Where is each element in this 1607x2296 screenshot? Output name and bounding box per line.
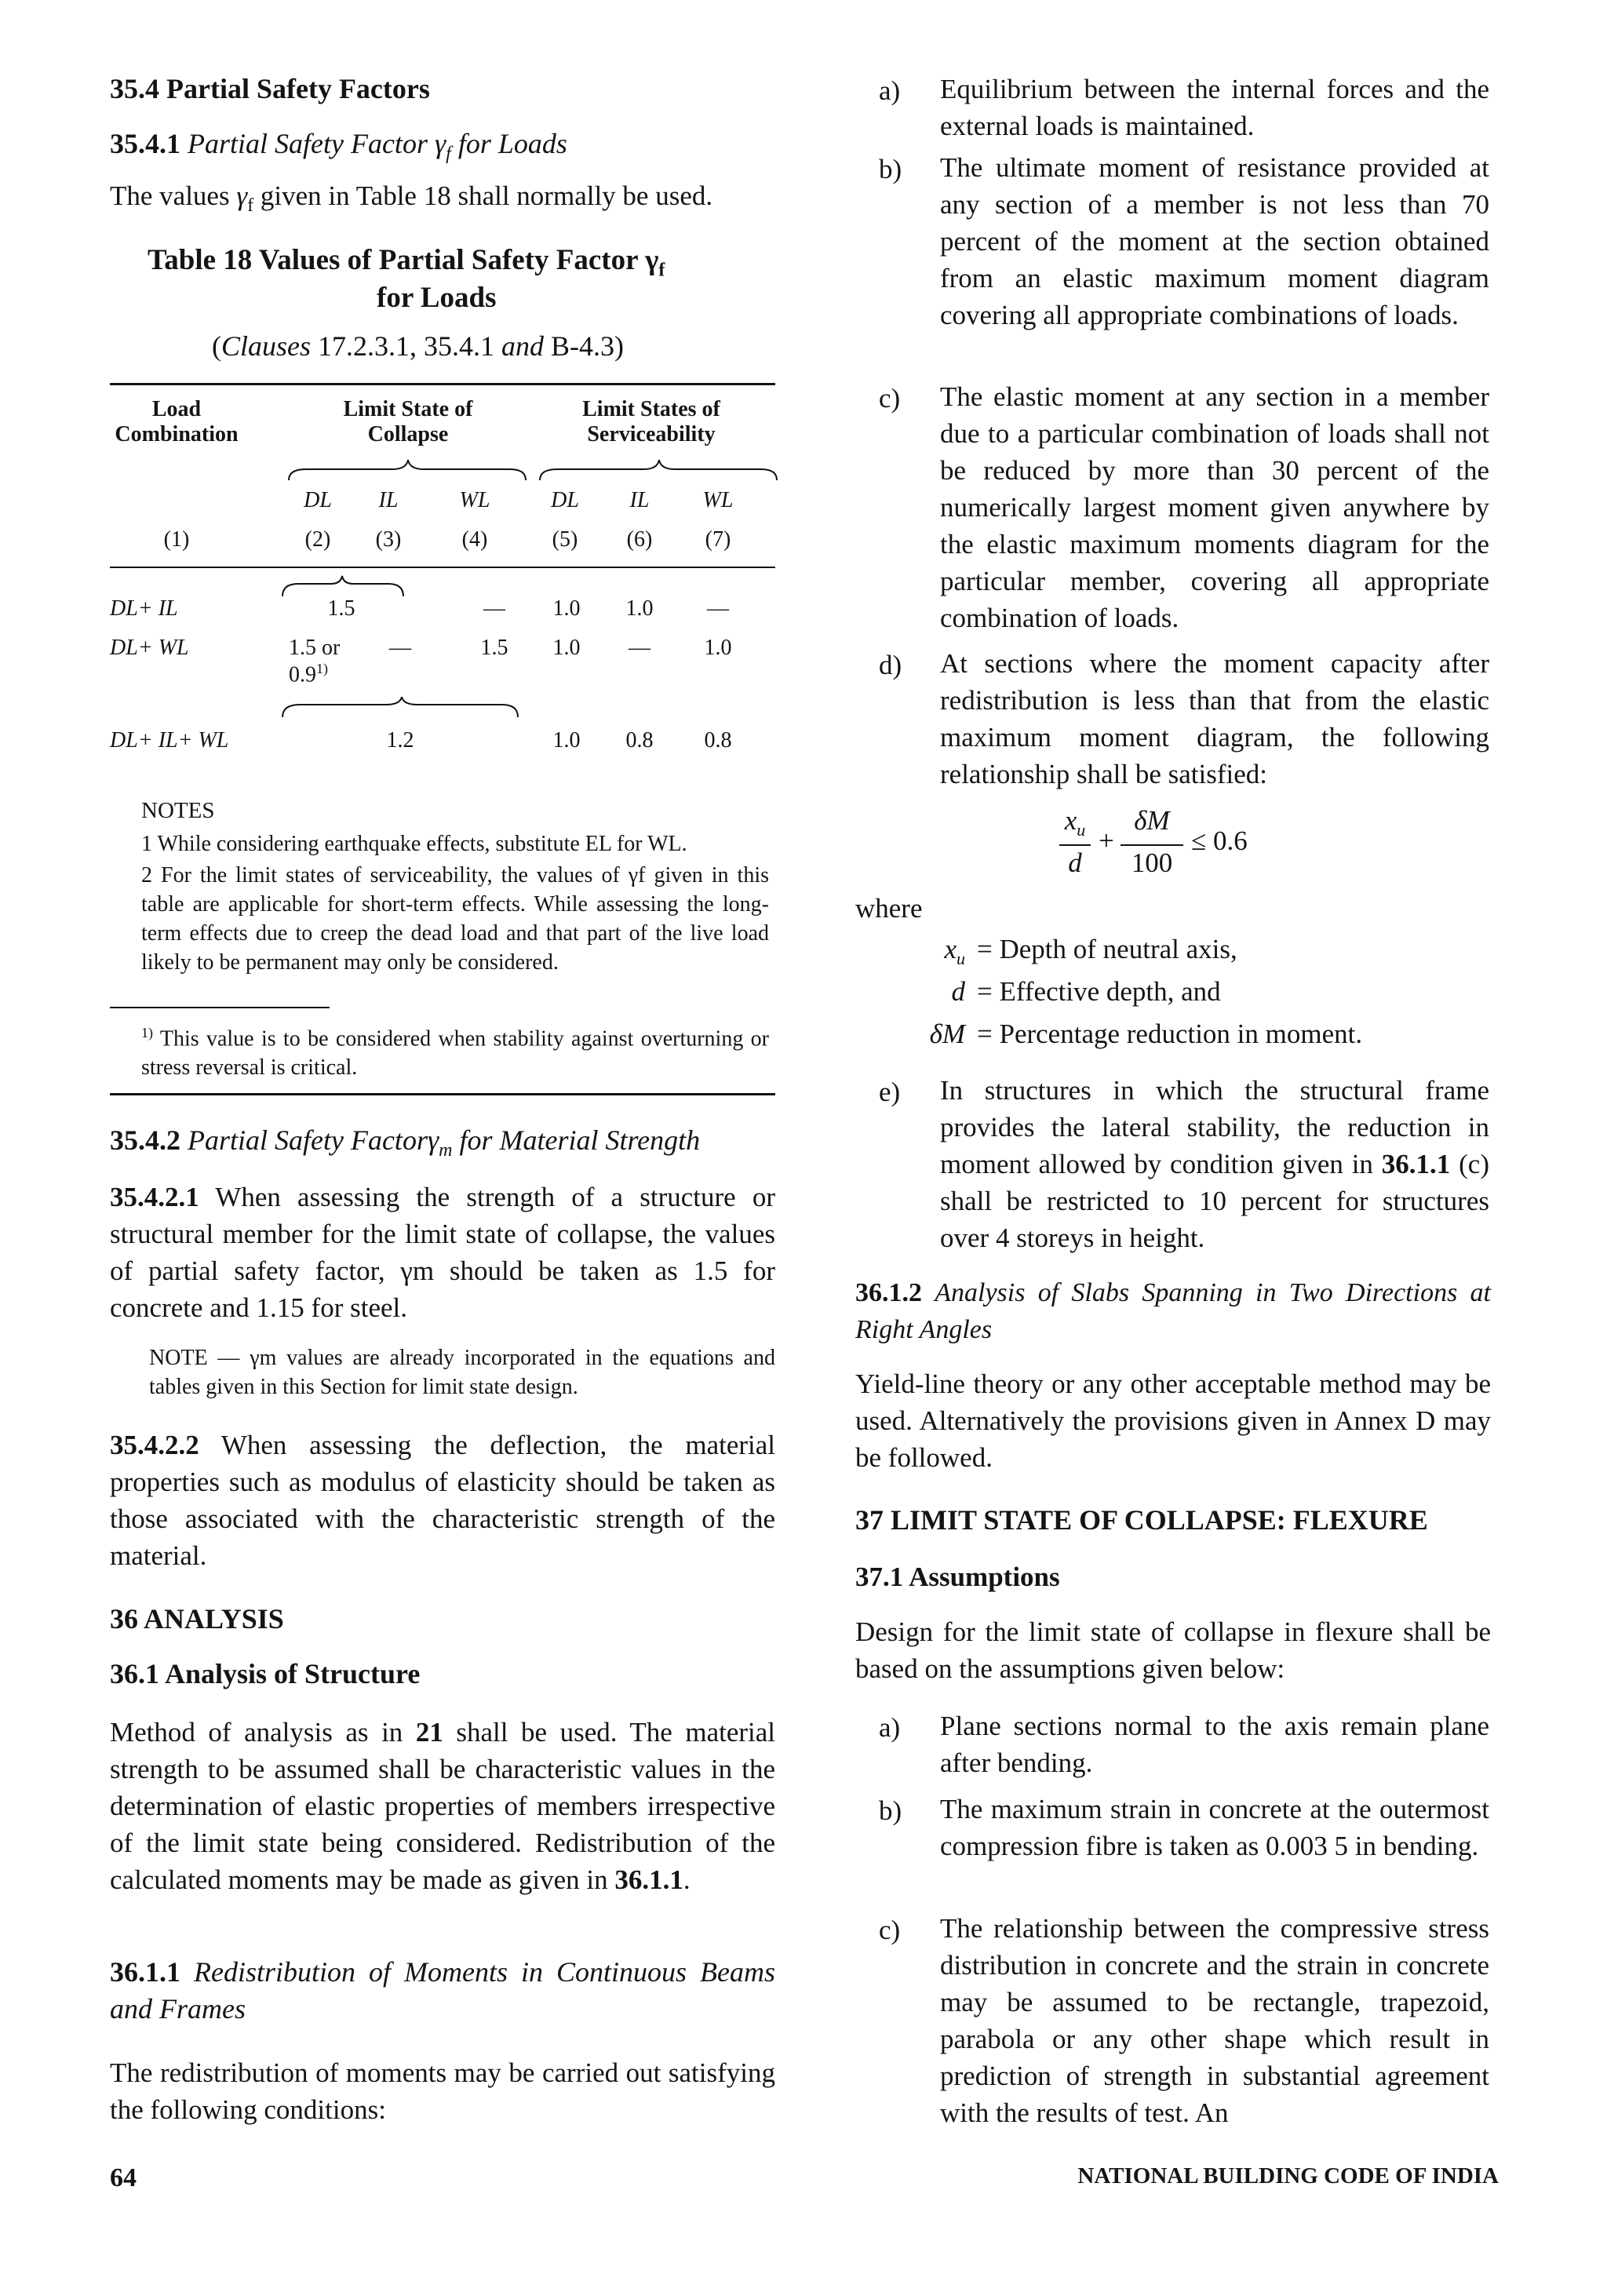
header-line: Collapse [367, 422, 449, 446]
table-bottom-rule [110, 1093, 775, 1095]
sub-header-cell: WL [702, 488, 734, 512]
condition-label: c) [879, 383, 901, 414]
formula-denominator-2: 100 [1131, 847, 1173, 878]
row3-collapse-all: 1.2 [386, 728, 414, 753]
intro-text: The values [110, 180, 230, 211]
fraction-bar-1 [1059, 844, 1091, 846]
paren: ( [212, 330, 221, 362]
para-number: 35.4.2.2 [110, 1430, 199, 1460]
footnote-text: This value is to be considered when stability against overturning or stress reversal is critical. [141, 1026, 769, 1081]
section-37-1-heading: 37.1 Assumptions [855, 1562, 1060, 1592]
row1-collapse-dl-il: 1.5 [327, 596, 355, 621]
section-36-heading: 36 ANALYSIS [110, 1603, 284, 1635]
clauses-word: Clauses [221, 330, 312, 362]
para-number: 35.4.2.1 [110, 1182, 199, 1212]
section-number: 35.4.2 [110, 1124, 180, 1156]
section-36-1-2-text: Yield-line theory or any other acceptable method may be used. Alternatively the provisions given in Annex D may be followed. [855, 1368, 1491, 1473]
column-number-cell: (5) [552, 527, 578, 552]
assumption-label: b) [879, 1795, 902, 1826]
section-37-heading: 37 LIMIT STATE OF COLLAPSE: FLEXURE [855, 1504, 1428, 1536]
column-number-cell: (4) [461, 527, 488, 552]
condition-label: b) [879, 154, 902, 184]
redistribution-formula [1059, 805, 1295, 884]
footnote-marker: 1) [141, 1025, 153, 1040]
symbol: d [951, 976, 965, 1007]
header-line: Combination [115, 422, 239, 446]
cell-line [289, 661, 340, 687]
footnote-ref: 1) [316, 661, 328, 676]
table-note-2: 2 For the limit states of serviceability, the values of γf given in this table are applicable for short-term effects. While assessing the long-term effects due to creep the dead load and that part of the live load likely to be permanent may only be considered. [141, 863, 769, 975]
section-35-4-2-note: NOTE — γm values are already incorporated in the equations and tables given in this Section for limit state design. [149, 1346, 775, 1399]
section-number: 35.4.1 [110, 128, 180, 159]
gamma-subscript: m [439, 1140, 453, 1161]
caption-subscript: f [658, 260, 665, 281]
section-title: Analysis of Slabs Spanning in Two Directions at Right Angles [855, 1278, 1491, 1344]
definition-text: = Effective depth, and [977, 976, 1221, 1007]
definition-symbol [902, 934, 965, 969]
row2-service-wl: 1.0 [704, 636, 732, 660]
column-number-cell: (6) [626, 527, 653, 552]
condition-label: a) [879, 75, 901, 106]
header-line: Load [151, 397, 202, 421]
section-title-end: for Loads [457, 128, 567, 159]
assumption-label: c) [879, 1915, 901, 1945]
row1-brace [110, 574, 785, 598]
sub-header-cell: IL [629, 488, 650, 512]
condition-text: At sections where the moment capacity after redistribution is less than that from the elastic maximum moment diagram, the following relationship shall be satisfied: [940, 648, 1489, 789]
condition-label: d) [879, 650, 902, 680]
row3-combination: DL+ IL+ WL [110, 728, 229, 753]
row2-combination: DL+ WL [110, 636, 189, 660]
section-35-4-heading: 35.4 Partial Safety Factors [110, 73, 430, 104]
subscript: u [957, 949, 965, 968]
assumption-text: Plane sections normal to the axis remain plane after bending. [940, 1711, 1489, 1778]
where-label: where [855, 893, 923, 924]
footnote-rule [110, 1007, 330, 1008]
caption-line-1: Table 18 Values of Partial Safety Factor γ [148, 244, 659, 276]
condition-e-text [940, 1072, 1489, 1256]
section-35-4-1-heading [110, 127, 567, 165]
gamma-subscript: f [446, 144, 451, 165]
item-text: (c) shall be restricted to 10 percent for structures over 4 storeys in height. [940, 1149, 1490, 1253]
definition-text: = Depth of neutral axis, [977, 934, 1237, 964]
clause-ref: 21 [415, 1717, 443, 1748]
gamma-symbol: γ [427, 1124, 439, 1156]
table-header-rule [110, 567, 775, 568]
row1-combination: DL+ IL [110, 596, 178, 621]
column-number-cell: (1) [163, 527, 190, 552]
section-number: 36.1.2 [855, 1278, 922, 1307]
sub-header-cell: WL [459, 488, 490, 512]
condition-text: The ultimate moment of resistance provided at any section of a member is not less than 70 percent of the moment at the section obtained from an elastic maximum moment diagram covering all appropriate combinations of loads. [940, 152, 1489, 330]
row3-service-il: 0.8 [625, 728, 654, 753]
header-braces [110, 457, 785, 483]
condition-text: Equilibrium between the internal forces and the external loads is maintained. [940, 74, 1489, 141]
section-title-end: for Material Strength [459, 1124, 701, 1156]
definition-symbol [902, 976, 965, 1008]
row1-service-wl: — [707, 596, 729, 621]
para-text: shall be used. The material strength to be assumed shall be characteristic values in the determination of elastic properties of members irrespective of the limit state being considered. Redistribution of the calculated moments may be made as given in [110, 1717, 776, 1895]
row2-service-dl: 1.0 [552, 636, 581, 660]
table-notes-title: NOTES [141, 798, 215, 823]
symbol: x [944, 934, 957, 964]
formula-rhs: ≤ 0.6 [1191, 825, 1248, 856]
section-35-4-2-2 [110, 1427, 775, 1574]
section-number: 36.1.1 [110, 1956, 180, 1988]
row1-service-il: 1.0 [625, 596, 654, 621]
subscript: u [1077, 820, 1086, 840]
para-text: Method of analysis as in [110, 1717, 403, 1748]
section-35-4-1-intro [110, 180, 712, 217]
row3-service-wl: 0.8 [704, 728, 732, 753]
column-number-cell: (7) [705, 527, 731, 552]
row2-collapse-dl [289, 636, 340, 687]
section-36-1-heading: 36.1 Analysis of Structure [110, 1658, 421, 1689]
row2-collapse-wl: 1.5 [480, 636, 508, 660]
section-37-1-text: Design for the limit state of collapse in flexure shall be based on the assumptions given below: [855, 1616, 1491, 1684]
section-title: Partial Safety Factor [188, 128, 428, 159]
row3-service-dl: 1.0 [552, 728, 581, 753]
clauses-last: B-4.3) [551, 330, 625, 362]
symbol: x [1064, 805, 1077, 836]
intro-text-end: given in Table 18 shall normally be used. [260, 180, 713, 211]
header-line: Limit State of [343, 397, 473, 421]
header-line: Limit States of [582, 397, 720, 421]
table-note-1: 1 While considering earthquake effects, substitute EL for WL. [141, 832, 687, 856]
formula-numerator-2: δM [1134, 805, 1170, 836]
formula-numerator-1 [1059, 805, 1091, 840]
para-text: When assessing the deflection, the material properties such as modulus of elasticity should be taken as those associated with the characteristic strength of the material. [110, 1430, 776, 1571]
formula-plus: + [1099, 825, 1114, 856]
sub-header-cell: DL [551, 488, 579, 512]
assumption-label: a) [879, 1712, 901, 1743]
column-number-cell: (3) [375, 527, 402, 552]
row1-collapse-wl: — [483, 596, 505, 621]
section-36-1-1-heading [110, 1954, 775, 2028]
row2-collapse-il: — [389, 636, 411, 660]
clauses-and: and [501, 330, 545, 362]
condition-e-label: e) [879, 1077, 901, 1107]
definition-symbol [902, 1019, 965, 1050]
header-load-combination [110, 397, 243, 447]
cell-value: 0.9 [289, 662, 316, 687]
column-number-cell: (2) [304, 527, 331, 552]
section-35-4-2-1 [110, 1179, 775, 1326]
table-18-caption [148, 243, 665, 281]
sub-header-cell: IL [378, 488, 399, 512]
gamma-subscript: f [247, 195, 254, 216]
section-title: Redistribution of Moments in Continuous Beams and Frames [110, 1956, 776, 2024]
clauses-list: 17.2.3.1, 35.4.1 [318, 330, 495, 362]
fraction-bar-2 [1121, 844, 1183, 846]
section-35-4-2-heading [110, 1124, 700, 1161]
section-36-1-1-text: The redistribution of moments may be carried out satisfying the following conditions: [110, 2057, 775, 2125]
row2-service-il: — [629, 636, 650, 660]
gamma-symbol: γ [236, 180, 248, 211]
assumption-text: The maximum strain in concrete at the outermost compression fibre is taken as 0.003 5 in bending. [940, 1794, 1489, 1861]
table-18-caption-line2: for Loads [377, 282, 497, 314]
header-limit-state-serviceability [534, 397, 769, 447]
clause-ref: 36.1.1 [614, 1864, 683, 1895]
page-number: 64 [110, 2163, 137, 2192]
definition-text: = Percentage reduction in moment. [977, 1019, 1363, 1049]
para-text: When assessing the strength of a structure or structural member for the limit state of collapse, the values of partial safety factor, γm should be taken as 1.5 for concrete and 1.15 for steel. [110, 1182, 775, 1323]
table-footnote [141, 1019, 769, 1082]
header-limit-state-collapse [290, 397, 526, 447]
para-text: . [683, 1864, 691, 1895]
clause-ref: 36.1.1 [1381, 1149, 1451, 1179]
section-36-1-2-heading [855, 1274, 1491, 1348]
item-text: In structures in which the structural frame provides the lateral stability, the reduction in moment allowed by condition given in [940, 1075, 1489, 1179]
assumption-text: The relationship between the compressive stress distribution in concrete and the strain in concrete may be assumed to be rectangle, trapezoid, parabola or any other shape which result in prediction of strength in substantial agreement with the results of test. An [940, 1913, 1489, 2128]
condition-text: The elastic moment at any section in a member due to a particular combination of loads shall not be reduced by more than 30 percent of the numerically largest moment given anywhere by the elastic maximum moments diagram for the particular member, covering all appropriate combination of loads. [940, 381, 1489, 633]
gamma-symbol: γ [434, 128, 446, 159]
row3-brace [110, 697, 785, 720]
formula-denominator-1: d [1068, 847, 1082, 878]
row1-service-dl: 1.0 [552, 596, 581, 621]
table-top-rule [110, 383, 775, 385]
section-title: Partial Safety Factor [188, 1124, 428, 1156]
footer-title: NATIONAL BUILDING CODE OF INDIA [1077, 2163, 1499, 2188]
table-18-clauses [212, 330, 624, 363]
symbol: δM [929, 1019, 965, 1049]
cell-line: 1.5 or [289, 636, 341, 660]
section-36-1-text [110, 1714, 775, 1898]
sub-header-cell: DL [304, 488, 332, 512]
header-line: Serviceability [587, 422, 716, 446]
